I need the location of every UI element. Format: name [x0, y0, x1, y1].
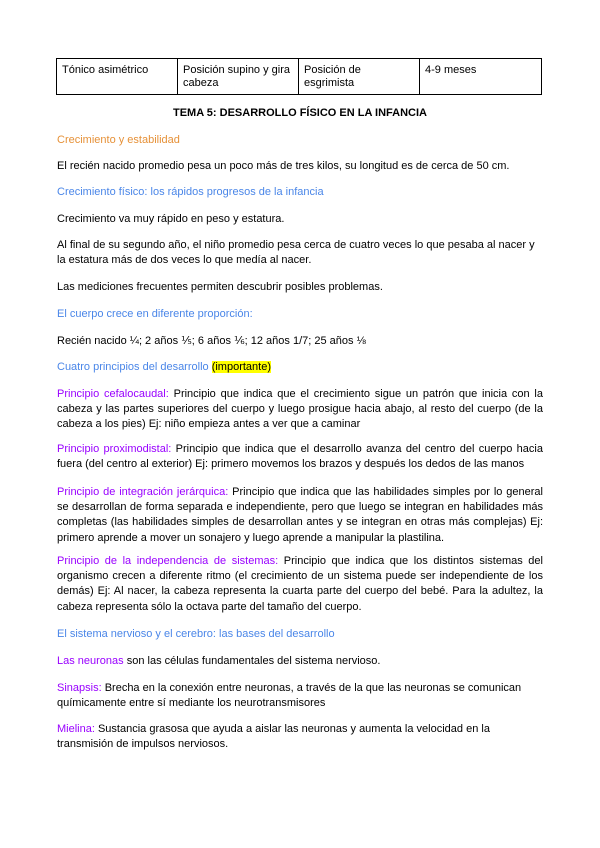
principio-cefalocaudal — [57, 387, 543, 433]
definition: Sustancia grasosa que ayuda a aislar las neuronas y aumenta la velocidad en la transmisión de impulsos nerviosos. — [57, 723, 490, 751]
paragraph-segundo-ano: Al final de su segundo año, el niño promedio pesa cerca de cuatro veces lo que pesaba al nacer y la estatura más de dos veces lo que medía al nacer. — [57, 239, 535, 267]
paragraph-proporciones: Recién nacido ¼; 2 años ⅕; 6 años ⅙; 12 años 1/7; 25 años ⅛ — [57, 335, 366, 347]
paragraph-crecimiento-rapido: Crecimiento va muy rápido en peso y estatura. — [57, 213, 285, 225]
term: Principio de integración jerárquica: — [57, 486, 229, 498]
principio-independencia — [57, 554, 543, 615]
term: Principio de la independencia de sistemas: — [57, 555, 279, 567]
heading-proporcion: El cuerpo crece en diferente proporción: — [57, 308, 253, 320]
principio-integracion — [57, 485, 543, 546]
heading-principios — [57, 360, 543, 375]
paragraph-sinapsis — [57, 681, 543, 711]
principios-title: Cuatro principios del desarrollo — [57, 361, 209, 373]
table-cell-response: Posición de esgrimista — [299, 59, 420, 95]
table-cell-stimulus: Posición supino y gira cabeza — [178, 59, 299, 95]
table-cell-reflex: Tónico asimétrico — [57, 59, 178, 95]
heading-crecimiento-fisico: Crecimiento físico: los rápidos progresos de la infancia — [57, 186, 324, 198]
definition: Principio que indica que el desarrollo avanza del centro del cuerpo hacia fuera (del centro al exterior) Ej: primero movemos los brazos y después los dedos de las manos — [57, 443, 543, 471]
importante-highlight: (importante) — [211, 361, 271, 373]
heading-sistema-nervioso: El sistema nervioso y el cerebro: las bases del desarrollo — [57, 628, 335, 640]
paragraph-recien-nacido: El recién nacido promedio pesa un poco más de tres kilos, su longitud es de cerca de 50 cm. — [57, 160, 510, 172]
definition: Brecha en la conexión entre neuronas, a través de la que las neuronas se comunican químicamente entre sí mediante los neurotransmisores — [57, 682, 522, 710]
definition: Principio que indica que los distintos sistemas del organismo crecen a diferente ritmo (el crecimiento de un sistema puede ser independiente de los demás) Ej: Al nacer, la cabeza representa la cuarta parte del cuerpo del bebé. Para la adultez, la cabeza representa sólo la octava parte del tamaño del cuerpo. — [57, 555, 543, 613]
definition: Principio que indica que las habilidades simples por lo general se desarrollan de forma separada e independiente, pero que luego se integran en habilidades más completas (las habilidades simples de desarrollan antes y se integran en otras más complejas) Ej: primero aprende a mover un sonajero y luego aprende a manipular la plastilina. — [57, 486, 543, 544]
term: Principio proximodistal: — [57, 443, 172, 455]
paragraph-neuronas — [57, 654, 543, 669]
definition: Principio que indica que el crecimiento sigue un patrón que inicia con la cabeza y las partes superiores del cuerpo y luego prosigue hacia abajo, al resto del cuerpo (de la cabeza a los pies) Ej: niño empieza antes a ver que a caminar — [57, 388, 543, 431]
table-row — [57, 59, 542, 95]
definition: son las células fundamentales del sistema nervioso. — [123, 655, 381, 667]
paragraph-mielina — [57, 722, 543, 752]
term: Principio cefalocaudal: — [57, 388, 169, 400]
section-title: TEMA 5: DESARROLLO FÍSICO EN LA INFANCIA — [172, 107, 428, 119]
term: Sinapsis: — [57, 682, 102, 694]
paragraph-mediciones: Las mediciones frecuentes permiten descubrir posibles problemas. — [57, 281, 383, 293]
table-cell-age: 4-9 meses — [420, 59, 542, 95]
heading-crecimiento: Crecimiento y estabilidad — [57, 134, 180, 146]
principio-proximodistal — [57, 442, 543, 472]
term: Las neuronas — [57, 655, 124, 667]
reflex-table — [56, 58, 542, 95]
term: Mielina: — [57, 723, 95, 735]
